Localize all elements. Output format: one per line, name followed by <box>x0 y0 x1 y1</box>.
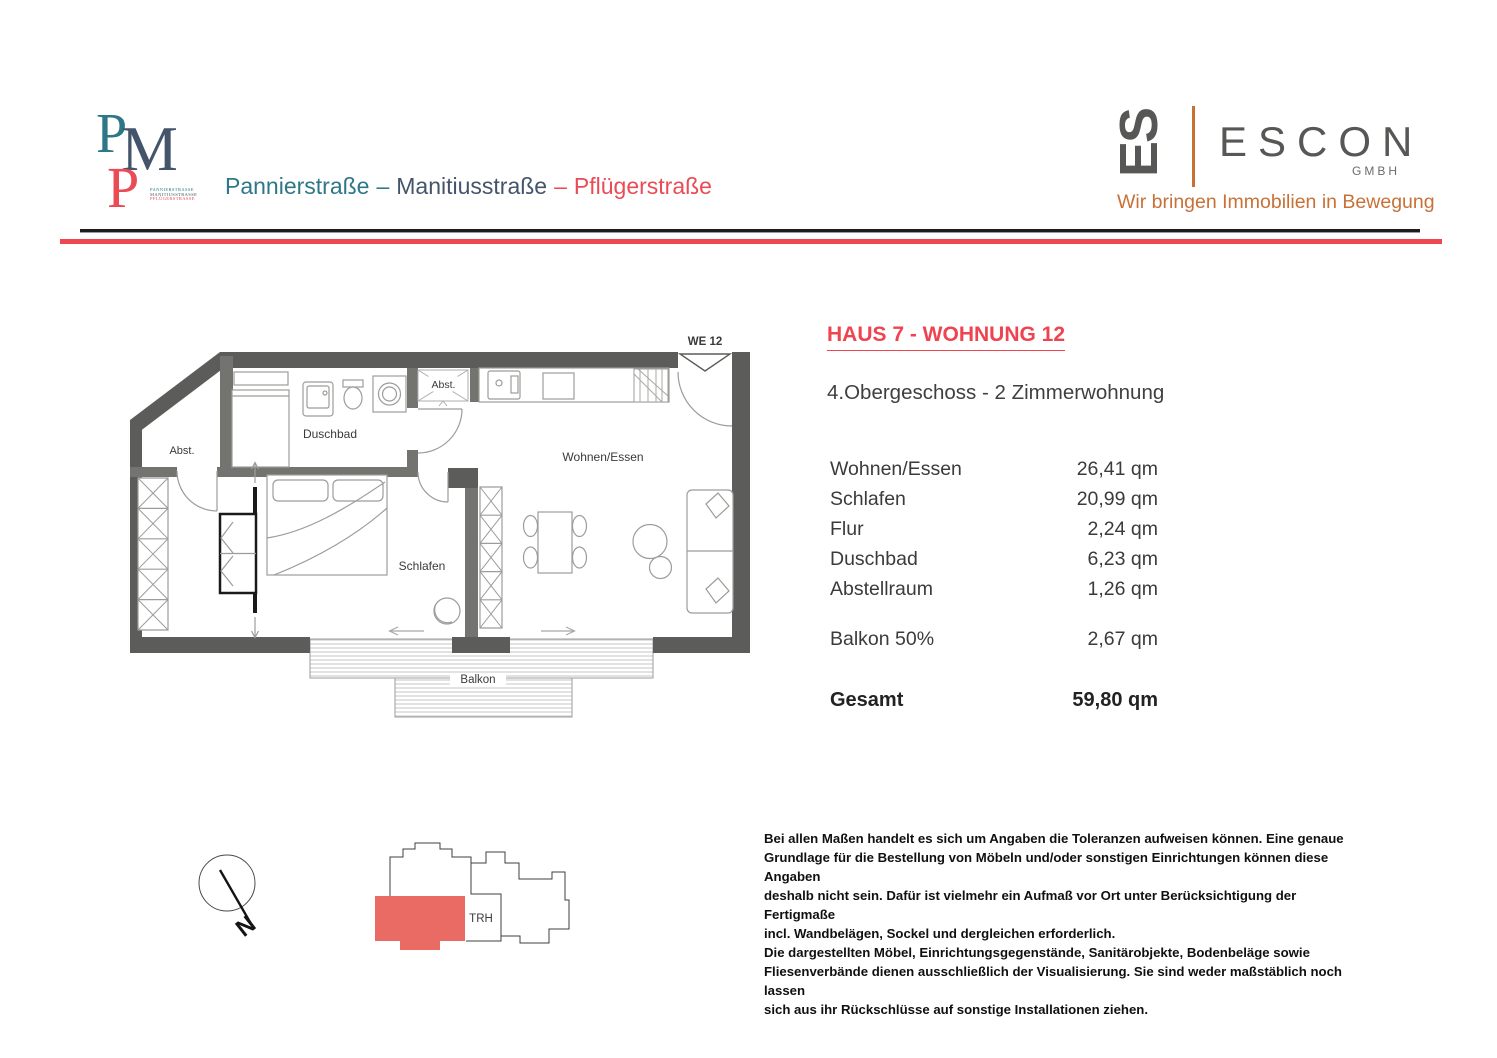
bath-shelf <box>234 372 288 385</box>
wardrobe-divider <box>480 487 502 628</box>
room-label: Wohnen/Essen <box>830 458 962 480</box>
monogram-letter-m: M <box>121 113 178 184</box>
label-wohnen-essen: Wohnen/Essen <box>562 450 644 464</box>
street-pfluegerstrasse: Pflügerstraße <box>573 173 712 199</box>
escon-mark-letters: ES <box>1109 108 1169 178</box>
monogram-letter-p-bottom: P <box>107 155 140 220</box>
escon-company-name: ESCON <box>1219 118 1424 165</box>
disclaimer-line: deshalb nicht sein. Dafür ist vielmehr ein Aufmaß vor Ort unter Berücksichtigung der Fertigmaße <box>764 888 1297 922</box>
stairwell-label: TRH <box>469 913 493 925</box>
title-separator: – <box>376 173 390 199</box>
sink <box>303 382 333 416</box>
header-rule-black <box>80 229 1420 233</box>
disclaimer-line: Grundlage für die Bestellung von Möbeln und/oder sonstigen Einrichtungen können diese Angaben <box>764 850 1329 884</box>
bedroom-furniture <box>138 463 460 638</box>
monogram-street-line: PANNIERSTRASSE <box>150 187 194 192</box>
project-title <box>225 173 712 200</box>
wardrobe-left <box>138 478 168 630</box>
dining-set <box>524 512 587 573</box>
bathroom-door-arc <box>418 409 462 453</box>
bathroom-fixtures <box>232 372 406 467</box>
monogram-street-line: MANITIUSSTRASSE <box>150 191 198 197</box>
room-area: 2,24 qm <box>1087 518 1158 540</box>
floor-plan <box>122 330 762 730</box>
table-row <box>830 518 1158 548</box>
room-area-table <box>830 458 1158 719</box>
disclaimer-line: Bei allen Maßen handelt es sich um Angaben die Toleranzen aufweisen können. Eine genaue <box>764 831 1344 846</box>
escon-tagline: Wir bringen Immobilien in Bewegung <box>1117 191 1435 213</box>
monogram-letter-p-top: P <box>96 103 128 165</box>
toilet <box>343 380 363 409</box>
label-balkon: Balkon <box>460 674 496 686</box>
room-area: 6,23 qm <box>1087 548 1158 570</box>
escon-legal-form: GMBH <box>1352 164 1400 178</box>
room-label: Balkon 50% <box>830 628 935 650</box>
table-row-total <box>830 689 1158 719</box>
room-area: 26,41 qm <box>1076 458 1158 480</box>
living-furniture <box>480 487 733 628</box>
coffee-table-large <box>633 525 667 559</box>
escon-logo-divider <box>1192 106 1195 187</box>
table-row <box>830 488 1158 518</box>
label-abst-kitchen: Abst. <box>431 379 456 391</box>
north-letter: N <box>230 910 262 943</box>
header-rule-red <box>60 239 1442 244</box>
room-label: Abstellraum <box>830 578 933 600</box>
table-row <box>830 578 1158 608</box>
shower <box>232 390 289 467</box>
disclaimer-line: Fliesenverbände dienen ausschließlich der Visualisierung. Sie sind weder maßstäblich noch lassen <box>764 964 1342 998</box>
disclaimer-line: incl. Wandbelägen, Sockel und dergleichen erforderlich. <box>764 926 1116 941</box>
bed <box>267 475 387 575</box>
monogram-street-line: PFLÜGERSTRASSE <box>150 196 195 201</box>
coffee-table-small <box>650 557 672 579</box>
total-label: Gesamt <box>830 689 904 711</box>
north-compass <box>190 845 275 950</box>
room-label: Schlafen <box>830 488 906 510</box>
entrance-door-arc <box>678 372 732 426</box>
table-row <box>830 548 1158 578</box>
title-separator: – <box>554 173 567 199</box>
room-area: 20,99 qm <box>1076 488 1158 510</box>
key-plan <box>368 840 583 958</box>
table-row-balcony <box>830 628 1158 658</box>
washing-machine <box>373 376 406 412</box>
unit-door-label: WE 12 <box>687 336 723 348</box>
kitchen-sink <box>488 371 520 399</box>
unit-subtitle: 4.Obergeschoss - 2 Zimmerwohnung <box>827 381 1165 404</box>
disclaimer-line: sich aus ihr Rückschlüsse auf sonstige Installationen ziehen. <box>764 1002 1149 1017</box>
label-duschbad: Duschbad <box>302 427 358 441</box>
storage-door-arc <box>177 471 217 511</box>
label-abst-left: Abst. <box>169 445 195 457</box>
bedroom-door-arc <box>418 472 448 502</box>
tall-cabinet <box>634 369 668 402</box>
disclaimer-text <box>764 829 1364 1019</box>
total-area: 59,80 qm <box>1072 689 1158 711</box>
label-schlafen: Schlafen <box>398 559 446 573</box>
cooktop <box>543 373 574 399</box>
disclaimer-line: Die dargestellten Möbel, Einrichtungsgegenstände, Sanitärobjekte, Bodenbeläge sowie <box>764 945 1310 960</box>
escon-logo-mark <box>1110 97 1168 189</box>
entrance-triangle <box>680 354 730 371</box>
room-area: 1,26 qm <box>1087 578 1158 600</box>
street-pannierstrasse: Pannierstraße <box>225 173 370 199</box>
couch <box>687 490 733 613</box>
dining-table <box>538 512 572 573</box>
unit-title: HAUS 7 - WOHNUNG 12 <box>827 323 1065 351</box>
room-label: Duschbad <box>830 548 918 570</box>
room-area: 2,67 qm <box>1087 628 1158 650</box>
table-row <box>830 458 1158 488</box>
sideboard <box>220 514 256 593</box>
highlighted-unit <box>375 896 465 950</box>
room-label: Flur <box>830 518 864 540</box>
street-manitiusstrasse: Manitiusstraße <box>396 173 548 199</box>
chair <box>434 598 460 624</box>
